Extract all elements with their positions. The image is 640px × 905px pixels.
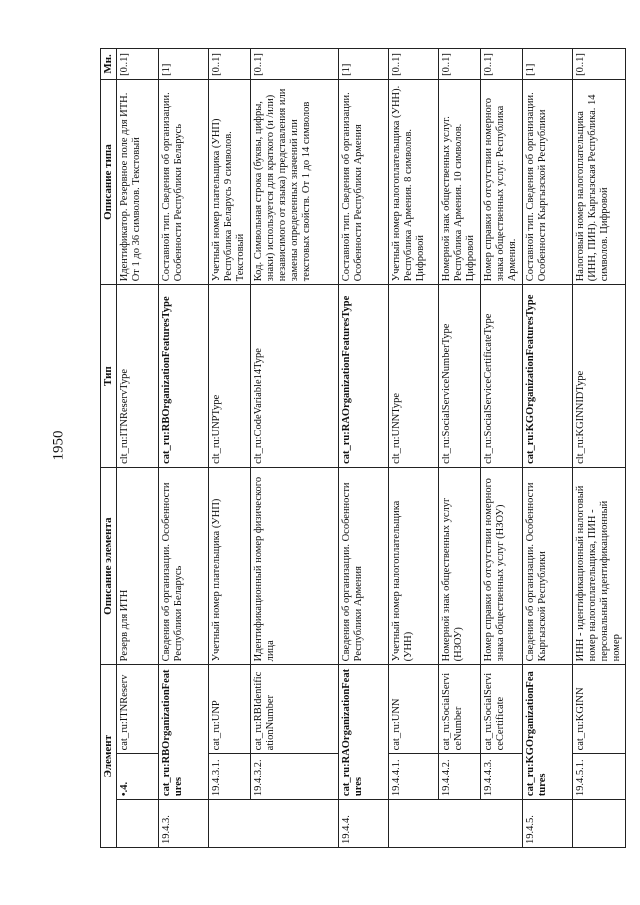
cell-desc: Идентификационный номер физического лица bbox=[250, 467, 338, 664]
cell-group: cat_ru:RBOrganizationFeatures bbox=[158, 665, 208, 800]
cell-desc: ИНН - идентификационный налоговый номер налогоплательщика, ПИН - персональный идентификационный номер bbox=[572, 467, 625, 664]
cell-type-desc: Идентификатор. Резервное поле для ИТН. От 1 до 36 символов. Текстовый bbox=[116, 79, 158, 284]
cell-indent bbox=[572, 800, 625, 848]
cell-mn: [1] bbox=[158, 49, 208, 80]
header-element: Элемент bbox=[101, 665, 117, 848]
cell-type: clt_ru:SocialServiceNumberType bbox=[438, 285, 480, 468]
cell-name: cat_ru:KGINN bbox=[572, 665, 625, 754]
cell-desc: Резерв для ИТН bbox=[116, 467, 158, 664]
table-row bbox=[438, 49, 480, 848]
cell-type: clt_ru:UNNType bbox=[388, 285, 438, 468]
cell-indent bbox=[388, 800, 522, 848]
cell-type-desc: Составной тип. Сведения об организации. Особенности Республики Армения bbox=[338, 79, 388, 284]
cell-group: cat_ru:RAOrganizationFeatures bbox=[338, 665, 388, 800]
cell-name: cat_ru:SocialServiceCertificate bbox=[480, 665, 522, 754]
cell-num1: 19.4.3. bbox=[158, 800, 208, 848]
table-row bbox=[338, 49, 388, 848]
cell-num1 bbox=[116, 800, 158, 848]
cell-name: cat_ru:ITNReserv bbox=[116, 665, 158, 754]
cell-type: cat_ru:RBOrganizationFeaturesType bbox=[158, 285, 208, 468]
cell-num2: 19.4.5.1. bbox=[572, 754, 625, 800]
header-type-desc: Описание типа bbox=[101, 79, 117, 284]
cell-desc: Сведения об организации. Особенности Республики Беларусь bbox=[158, 467, 208, 664]
cell-num2: 19.4.3.2. bbox=[250, 754, 338, 800]
cell-name: cat_ru:UNN bbox=[388, 665, 438, 754]
cell-desc: Учетный номер плательщика (УНП) bbox=[208, 467, 250, 664]
table-row bbox=[116, 49, 158, 848]
table-row bbox=[480, 49, 522, 848]
cell-mn: [0..1] bbox=[572, 49, 625, 80]
cell-type-desc: Номер справки об отсутствии номерного знака общественных услуг. Республика Армения. bbox=[480, 79, 522, 284]
cell-desc: Номер справки об отсутствии номерного знака общественных услуг (НЗОУ) bbox=[480, 467, 522, 664]
cell-name: cat_ru:SocialServiceNumber bbox=[438, 665, 480, 754]
elements-table bbox=[100, 48, 626, 848]
cell-type: clt_ru:CodeVariable14Type bbox=[250, 285, 338, 468]
cell-mn: [0..1] bbox=[480, 49, 522, 80]
rotated-table-container bbox=[100, 48, 622, 848]
cell-name: cat_ru:UNP bbox=[208, 665, 250, 754]
cell-type: clt_ru:SocialServiceCertificateType bbox=[480, 285, 522, 468]
cell-type: clt_ru:UNPType bbox=[208, 285, 250, 468]
cell-type-desc: Номерной знак общественных услуг. Республика Армения. 10 символов. Цифровой bbox=[438, 79, 480, 284]
cell-mn: [0..1] bbox=[208, 49, 250, 80]
page-number: 1950 bbox=[50, 430, 67, 461]
table-row bbox=[208, 49, 250, 848]
cell-num2: •.4. bbox=[116, 754, 158, 800]
cell-name: cat_ru:RBIdentificationNumber bbox=[250, 665, 338, 754]
cell-type-desc: Составной тип. Сведения об организации. Особенности Кыргызской Республики bbox=[522, 79, 572, 284]
cell-type-desc: Код. Символьная строка (буквы, цифры, знаки) используется для краткого (и /или) независимого от языка) представления или замены определенных значений или текстовых свойств. От 1 до 14 символов bbox=[250, 79, 338, 284]
cell-type: cat_ru:KGOrganizationFeaturesType bbox=[522, 285, 572, 468]
header-row bbox=[101, 49, 117, 848]
table-row bbox=[572, 49, 625, 848]
table-row bbox=[250, 49, 338, 848]
table-row bbox=[522, 49, 572, 848]
cell-num1: 19.4.4. bbox=[338, 800, 388, 848]
cell-type-desc: Учетный номер плательщика (УНП) Республика Беларусь 9 символов. Текстовый bbox=[208, 79, 250, 284]
cell-type: clt_ru:ITNReservType bbox=[116, 285, 158, 468]
cell-mn: [0..1] bbox=[250, 49, 338, 80]
cell-type: cat_ru:RAOrganizationFeaturesType bbox=[338, 285, 388, 468]
cell-group: cat_ru:KGOrganizationFeatures bbox=[522, 665, 572, 800]
cell-mn: [0..1] bbox=[388, 49, 438, 80]
header-mn: Мн. bbox=[101, 49, 117, 80]
table-row bbox=[158, 49, 208, 848]
cell-type: clt_ru:KGINNIDType bbox=[572, 285, 625, 468]
cell-desc: Номерной знак общественных услуг (НЗОУ) bbox=[438, 467, 480, 664]
cell-num2: 19.4.3.1. bbox=[208, 754, 250, 800]
cell-num2: 19.4.4.3. bbox=[480, 754, 522, 800]
cell-desc: Сведения об организации. Особенности Кыргызской Республики bbox=[522, 467, 572, 664]
header-element-desc: Описание элемента bbox=[101, 467, 117, 664]
cell-type-desc: Учетный номер налогоплательщика (УНН). Республика Армения. 8 символов. Цифровой bbox=[388, 79, 438, 284]
cell-type-desc: Налоговый номер налогоплательщика (ИНН, ПИН). Кыргызская Республика. 14 символов. Цифровой bbox=[572, 79, 625, 284]
cell-desc: Сведения об организации. Особенности Республики Армения bbox=[338, 467, 388, 664]
cell-mn: [1] bbox=[338, 49, 388, 80]
cell-num2: 19.4.4.2. bbox=[438, 754, 480, 800]
header-type: Тип bbox=[101, 285, 117, 468]
cell-mn: [0..1] bbox=[116, 49, 158, 80]
cell-num1: 19.4.5. bbox=[522, 800, 572, 848]
table-row bbox=[388, 49, 438, 848]
cell-num2: 19.4.4.1. bbox=[388, 754, 438, 800]
cell-mn: [1] bbox=[522, 49, 572, 80]
cell-mn: [0..1] bbox=[438, 49, 480, 80]
cell-desc: Учетный номер налогоплательщика (УНН) bbox=[388, 467, 438, 664]
cell-indent bbox=[208, 800, 338, 848]
cell-type-desc: Составной тип. Сведения об организации. Особенности Республики Беларусь bbox=[158, 79, 208, 284]
